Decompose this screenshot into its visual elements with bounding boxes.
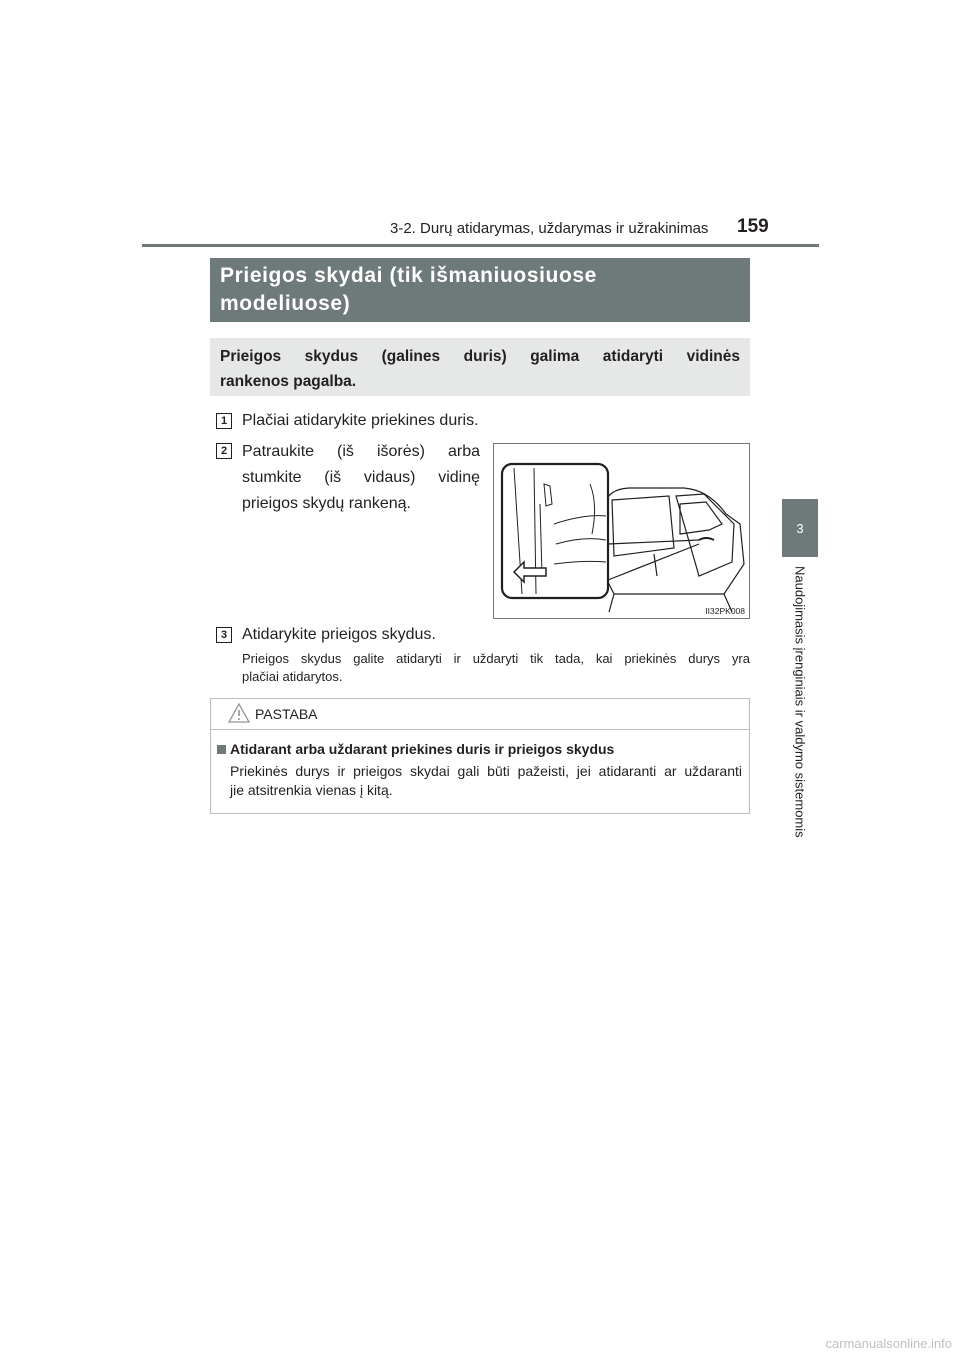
caution-header (211, 699, 749, 730)
step-2-line3: prieigos skydų rankeną. (242, 495, 411, 512)
page-number: 159 (737, 216, 769, 237)
warning-triangle-icon (228, 703, 250, 723)
bullet-square-icon (217, 745, 226, 754)
section-title (210, 258, 750, 322)
step-2-line1: Patraukite (iš išorės) arba (242, 443, 480, 460)
step-2-line2: stumkite (iš vidaus) vidinę (242, 469, 480, 486)
chapter-tab (782, 499, 818, 557)
door-handle-illustration (494, 444, 749, 618)
watermark: carmanualsonline.info (825, 1336, 952, 1351)
caution-body-line1: Priekinės durys ir prieigos skydai gali būti pažeisti, jei atidaranti ar uždaranti (230, 763, 742, 779)
figure-code: II32PK008 (705, 606, 745, 616)
step-3-note (242, 650, 750, 686)
header-rule (142, 244, 819, 247)
intro-box (210, 338, 750, 396)
step-1-text: Plačiai atidarykite priekines duris. (242, 412, 479, 429)
caution-box (210, 698, 750, 814)
step-2-text (242, 439, 480, 517)
header-section-path: 3-2. Durų atidarymas, uždarymas ir užrakinimas (390, 220, 709, 237)
step-number-1: 1 (216, 413, 232, 429)
step-number-3: 3 (216, 627, 232, 643)
caution-title-text: Atidarant arba uždarant priekines duris ir prieigos skydus (230, 741, 615, 757)
section-title-line2: modeliuose) (220, 292, 351, 315)
chapter-side-label: Naudojimasis įrenginiais ir valdymo sistemomis (792, 566, 808, 838)
step-3-text: Atidarykite prieigos skydus. (242, 626, 436, 643)
intro-line1: Prieigos skydus (galines duris) galima atidaryti vidinės (220, 348, 740, 365)
section-title-line1: Prieigos skydai (tik išmaniuosiuose (220, 264, 597, 287)
door-handle-figure (493, 443, 750, 619)
step-3-note-line1: Prieigos skydus galite atidaryti ir uždaryti tik tada, kai priekinės durys yra (242, 651, 750, 666)
step-number-2: 2 (216, 443, 232, 459)
caution-title (217, 741, 614, 757)
intro-line2: rankenos pagalba. (220, 373, 357, 390)
chapter-number: 3 (796, 520, 804, 536)
caution-body-line2: jie atsitrenkia vienas į kitą. (230, 782, 393, 798)
caution-body (230, 762, 742, 800)
step-3-note-line2: plačiai atidarytos. (242, 669, 343, 684)
caution-label: PASTABA (255, 706, 318, 722)
